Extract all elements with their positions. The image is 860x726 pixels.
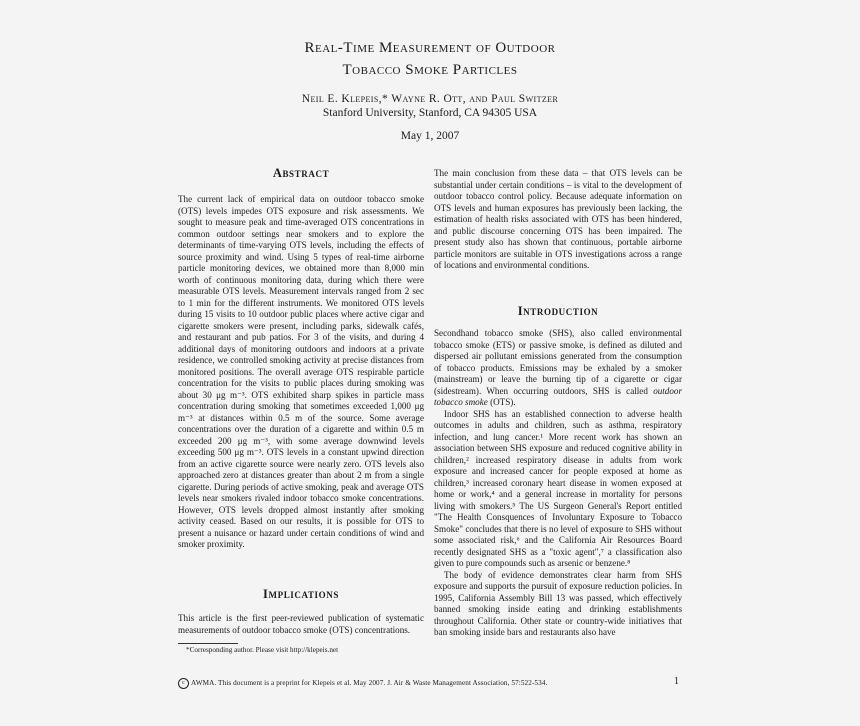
publication-date: May 1, 2007: [400, 130, 460, 142]
footnote-rule: [178, 643, 238, 644]
intro-p1-end: (OTS).: [487, 397, 516, 407]
introduction-body: [434, 328, 682, 639]
implications-heading: Implications: [263, 587, 339, 601]
footer-text: AWMA. This document is a preprint for Klepeis et al. May 2007. J. Air & Waste Management Association, 57:522-534.: [191, 679, 548, 688]
abstract-text: The current lack of empirical data on outdoor tobacco smoke (OTS) levels impedes OTS exposure and risk assessments. We sought to measure peak and time-averaged OTS concentrations in common outdoor settings near smokers and to explore the determinants of time-varying OTS levels, including the effects of source proximity and wind. Using 5 types of real-time airborne particle monitoring devices, we obtained more than 8,000 min worth of continuous monitoring data, during which there were measurable OTS levels. Measurement intervals ranged from 2 sec to 1 min for the different instruments. We monitored OTS levels during 15 visits to 10 outdoor public places where active cigar and cigarette smokers were present, including parks, sidewalk cafés, and restaurant and pub patios. For 3 of the visits, and during 4 additional days of monitoring outdoors and indoors at a private residence, we controlled smoking activity at precise distances from monitored positions. The overall average OTS respirable particle concentration for the visits to public places during smoking was about 30 μg m⁻³. OTS exhibited sharp spikes in particle mass concentration during smoking that sometimes exceeded 1,000 μg m⁻³ at distances within 0.5 m of the source. Some average concentrations over the duration of a cigarette and within 0.5 m exceeded 200 μg m⁻³, with some average downwind levels exceeding 500 μg m⁻³. OTS levels in a constant upwind direction from an active cigarette source were nearly zero. OTS levels also approached zero at distances greater than about 2 m from a single cigarette. During periods of active smoking, peak and average OTS levels near smokers rivaled indoor tobacco smoke concentrations. However, OTS levels dropped almost instantly after smoking activity ceased. Based on our results, it is possible for OTS to present a nuisance or hazard under certain conditions of wind and smoker proximity.: [178, 194, 424, 549]
authors: Neil E. Klepeis,* Wayne R. Ott, and Paul Switzer: [301, 93, 559, 105]
implications-continued-text: The main conclusion from these data – that OTS levels can be substantial under certain conditions – is vital to the development of outdoor tobacco control policy. Because adequate information on OTS levels and human exposures has previously been lacking, the estimation of health risks associated with OTS has been hindered, and public discourse concerning OTS has been impaired. The present study also has shown that continuous, portable airborne particle monitors are suitable in OTS investigations across a range of locations and environmental conditions.: [434, 168, 682, 270]
page-number: 1: [674, 676, 679, 687]
paper-title-line-2: Tobacco Smoke Particles: [342, 62, 518, 78]
abstract-heading-wrap: [178, 166, 424, 181]
implications-heading-wrap: [178, 587, 424, 602]
implications-continued: [434, 168, 682, 272]
paper-title-line-1: Real-Time Measurement of Outdoor: [304, 40, 556, 56]
intro-paragraph-3: The body of evidence demonstrates clear harm from SHS exposure and supports the pursuit of exposure reduction policies. In 1995, California Assembly Bill 13 was passed, which effectively banned smoking inside eating and drinking establishments throughout California. Other state or country-wide initiatives that ban smoking inside bars and restaurants also have: [434, 569, 682, 637]
intro-paragraph-1: [434, 328, 682, 409]
footnote: *Corresponding author. Please visit http://klepeis.net: [186, 646, 339, 654]
intro-paragraph-2: Indoor SHS has an established connection to adverse health outcomes in adults and children, such as asthma, respiratory infection, and lung cancer.¹ More recent work has shown an association between SHS exposure and reduced cognitive ability in children,² increased respiratory disease in adults from work exposure and increased cancer for people exposed at home as children,³ increased coronary heart disease in women exposed at home or work,⁴ and a general increase in mortality for persons living with smokers.⁵ The US Surgeon General's Report entitled "The Health Consquences of Involuntary Exposure to Tobacco Smoke" concludes that there is no level of exposure to SHS without some associated risk,⁶ and the California Air Resources Board recently designated SHS as a "toxic agent",⁷ a classification also given to pure compounds such as arsenic or benzene.⁸: [434, 408, 682, 568]
implications-text: This article is the first peer-reviewed publication of systematic measurements of outdoor tobacco smoke (OTS) concentrations.: [178, 613, 424, 635]
introduction-heading-wrap: [434, 304, 682, 319]
page-footer: [178, 678, 547, 689]
introduction-heading: Introduction: [517, 304, 599, 318]
copyright-icon: c: [178, 678, 189, 689]
intro-p1-start: Secondhand tobacco smoke (SHS), also called environmental tobacco smoke (ETS) or passive smoke, is defined as diluted and dispersed air pollutant emissions generated from the consumption of tobacco products. Emissions may be exhaled by a smoker (mainstream) or leave the burning tip of a cigarette or cigar (sidestream). When occurring outdoors, SHS is called: [434, 328, 682, 396]
abstract-heading: Abstract: [272, 166, 330, 180]
implications-body: [178, 613, 424, 636]
affiliation: Stanford University, Stanford, CA 94305 USA: [322, 107, 538, 119]
intro-p1-emphasis: outdoor tobacco smoke: [434, 385, 682, 407]
abstract-body: [178, 194, 424, 551]
